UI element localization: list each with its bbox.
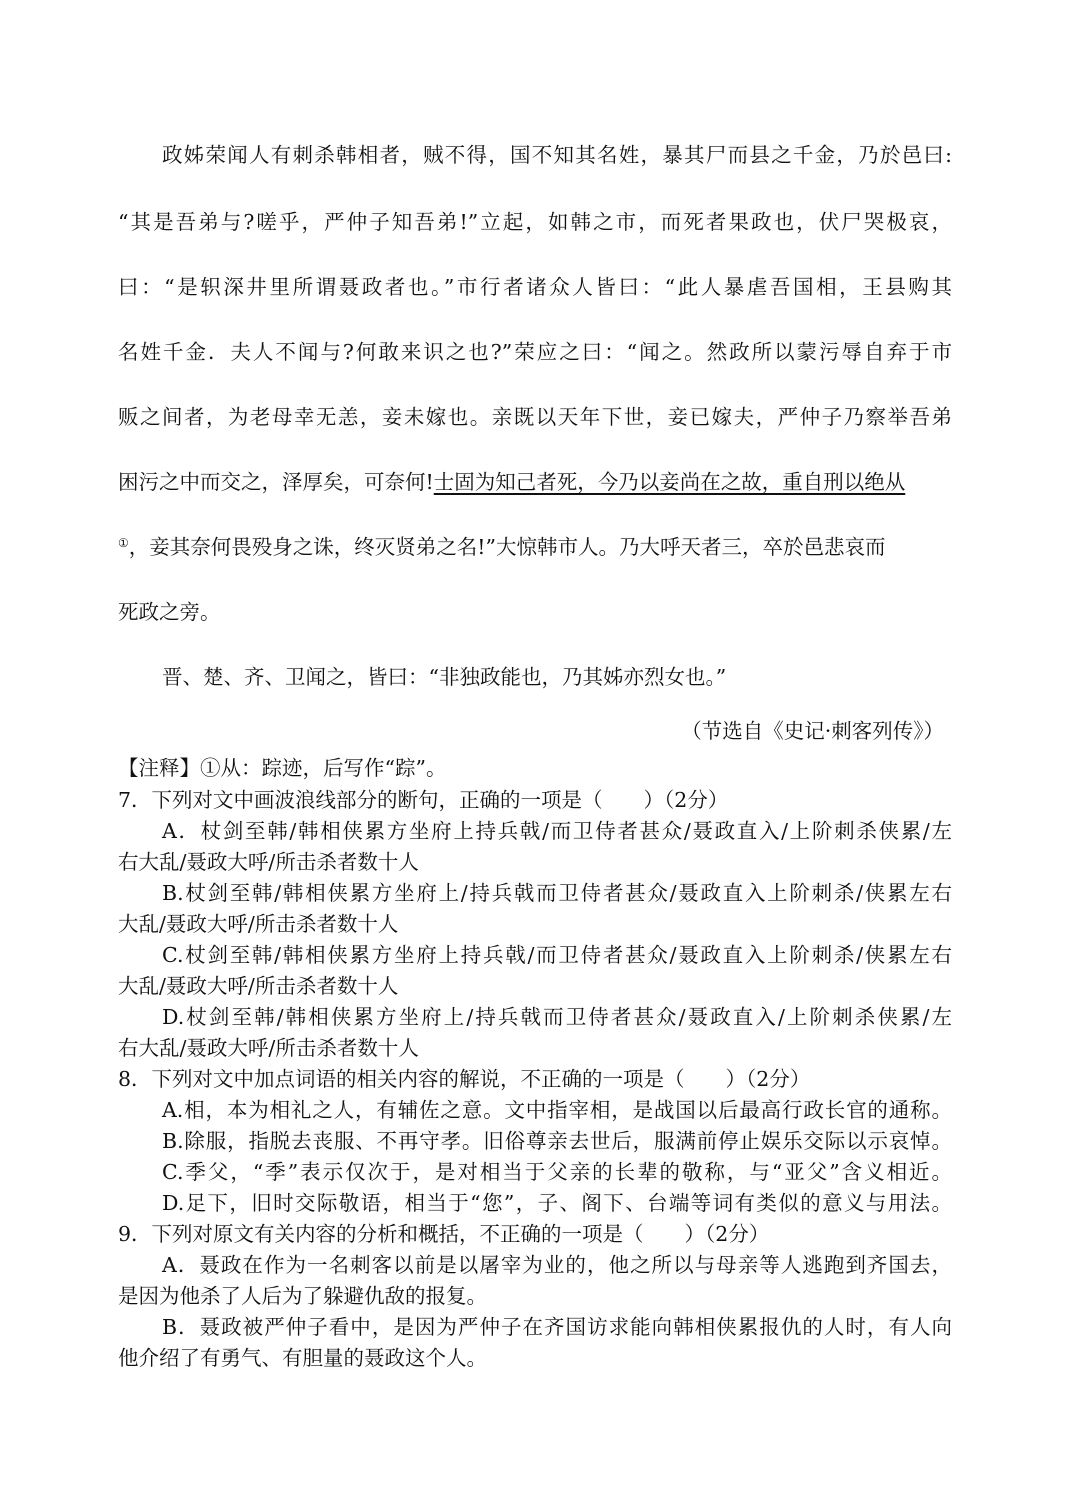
question-7-option-d-cont: 右大乱/聂政大呼/所击杀者数十人 [118, 1036, 419, 1060]
question-7-option-b-cont: 大乱/聂政大呼/所击杀者数十人 [118, 912, 399, 936]
passage-line [118, 530, 952, 560]
question-7-option-c: C.杖剑至韩/韩相侠累方坐府上持兵戟/而卫侍者甚众/聂政直入上阶刺杀/侠累左右 [162, 943, 952, 967]
question-9-option-b-cont: 他介绍了有勇气、有胆量的聂政这个人。 [118, 1346, 487, 1370]
question-8-option-d: D.足下，旧时交际敬语，相当于“您”，子、阁下、台端等词有类似的意义与用法。 [162, 1191, 952, 1215]
question-7-stem: 7．下列对文中画波浪线部分的断句，正确的一项是（ ）（2分） [118, 788, 729, 812]
annotation-note: 【注释】①从：踪迹，后写作“踪”。 [118, 756, 447, 780]
question-9-stem: 9．下列对原文有关内容的分析和概括，不正确的一项是（ ）（2分） [118, 1222, 770, 1246]
question-7-option-a: A．杖剑至韩/韩相侠累方坐府上持兵戟/而卫侍者甚众/聂政直入/上阶刺杀侠累/左 [162, 819, 952, 843]
question-8-option-b: B.除服，指脱去丧服、不再守孝。旧俗尊亲去世后，服满前停止娱乐交际以示哀悼。 [162, 1129, 952, 1153]
question-7-option-d: D.杖剑至韩/韩相侠累方坐府上/持兵戟而卫侍者甚众/聂政直入/上阶刺杀侠累/左 [162, 1005, 952, 1029]
question-8-option-c: C.季父，“季”表示仅次于，是对相当于父亲的长辈的敬称，与“亚父”含义相近。 [162, 1160, 952, 1184]
passage-text: ，妾其奈何畏殁身之诛，终灭贤弟之名!”大惊韩市人。乃大呼天者三，卒於邑悲哀而 [128, 535, 886, 559]
passage-line: 曰：“是轵深井里所谓聂政者也。”市行者诸众人皆曰：“此人暴虐吾国相，王县购其 [118, 275, 952, 299]
question-7-option-b: B.杖剑至韩/韩相侠累方坐府上/持兵戟而卫侍者甚众/聂政直入上阶刺杀/侠累左右 [162, 881, 952, 905]
passage-line: 名姓千金．夫人不闻与?何敢来识之也?”荣应之曰：“闻之。然政所以蒙污辱自弃于市 [118, 340, 952, 364]
question-9-option-a: A．聂政在作为一名刺客以前是以屠宰为业的，他之所以与母亲等人逃跑到齐国去， [162, 1253, 952, 1277]
question-9-option-a-cont: 是因为他杀了人后为了躲避仇敌的报复。 [118, 1284, 487, 1308]
passage-line: 死政之旁。 [118, 600, 221, 624]
passage-line: “其是吾弟与?嗟乎，严仲子知吾弟!”立起，如韩之市，而死者果政也，伏尸哭极哀， [118, 210, 952, 234]
footnote-marker: ① [118, 536, 129, 550]
source-citation: （节选自《史记·刺客列传》） [681, 719, 944, 743]
question-7-option-c-cont: 大乱/聂政大呼/所击杀者数十人 [118, 974, 399, 998]
passage-line: 政姊荣闻人有刺杀韩相者，贼不得，国不知其名姓，暴其尸而县之千金，乃於邑曰: [162, 143, 952, 167]
question-7-option-a-cont: 右大乱/聂政大呼/所击杀者数十人 [118, 850, 419, 874]
question-9-option-b: B．聂政被严仲子看中，是因为严仲子在齐国访求能向韩相侠累报仇的人时，有人向 [162, 1315, 952, 1339]
question-8-option-a: A.相，本为相礼之人，有辅佐之意。文中指宰相，是战国以后最高行政长官的通称。 [162, 1098, 952, 1122]
passage-line: 贩之间者，为老母幸无恙，妾未嫁也。亲既以天年下世，妾已嫁夫，严仲子乃察举吾弟 [118, 405, 952, 429]
underlined-sentence: 士固为知己者死，今乃以妾尚在之故，重自刑以绝从 [433, 470, 906, 494]
passage-line [118, 465, 952, 495]
passage-text: 困污之中而交之，泽厚矣，可奈何! [118, 470, 434, 494]
question-8-stem: 8．下列对文中加点词语的相关内容的解说，不正确的一项是（ ）（2分） [118, 1067, 811, 1091]
passage-line: 晋、楚、齐、卫闻之，皆曰：“非独政能也，乃其姊亦烈女也。” [162, 665, 727, 689]
